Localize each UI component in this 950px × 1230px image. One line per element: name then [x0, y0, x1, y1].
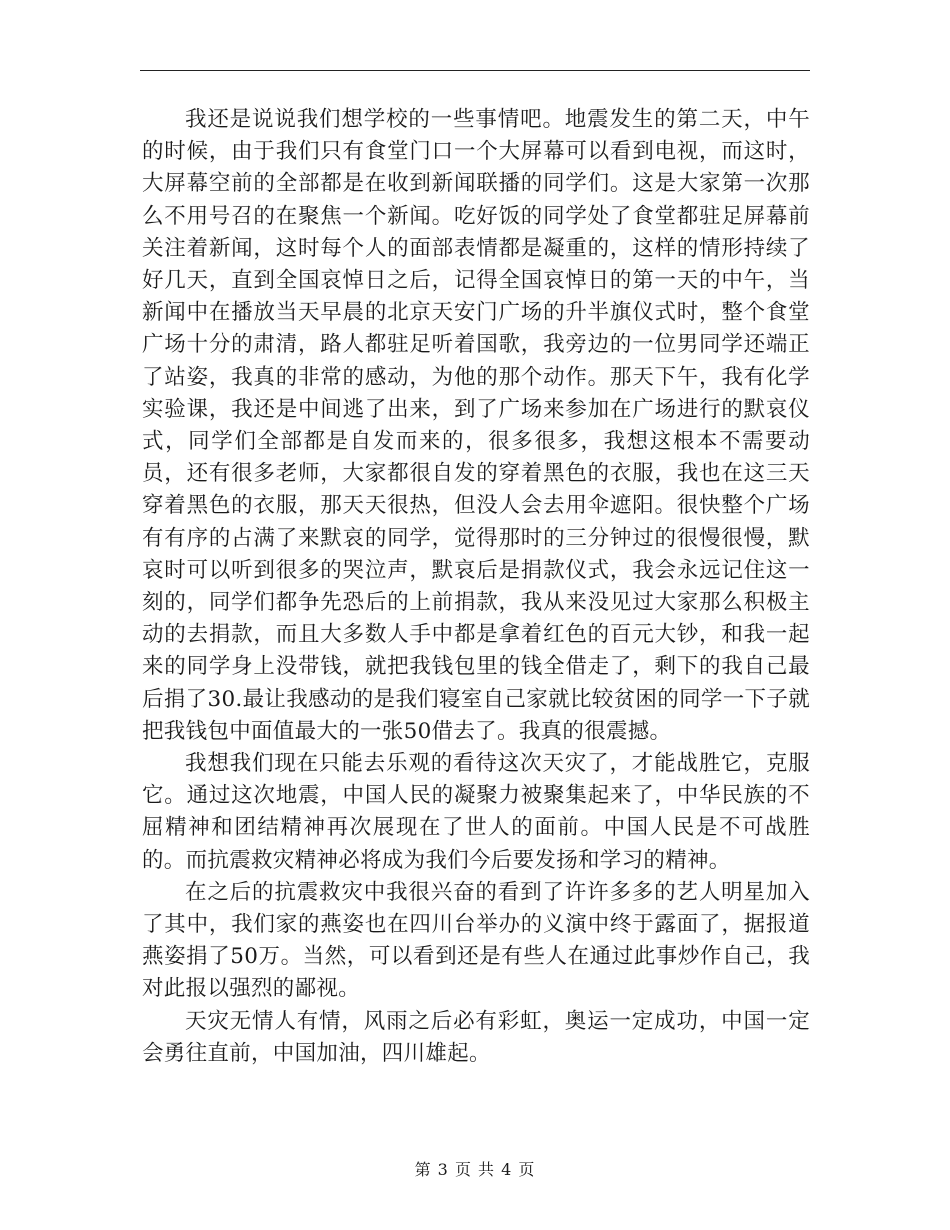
header-rule: [140, 70, 810, 71]
page-footer: [0, 1157, 950, 1180]
footer-prefix: 第: [414, 1160, 432, 1179]
paragraph-1: 我还是说说我们想学校的一些事情吧。地震发生的第二天，中午的时候，由于我们只有食堂门口一个大屏幕可以看到电视，而这时，大屏幕空前的全部都是在收到新闻联播的同学们。这是大家第一次那么不用号召的在聚焦一个新闻。吃好饭的同学处了食堂都驻足屏幕前关注着新闻，这时每个人的面部表情都是凝重的，这样的情形持续了好几天，直到全国哀悼日之后，记得全国哀悼日的第一天的中午，当新闻中在播放当天早晨的北京天安门广场的升半旗仪式时，整个食堂广场十分的肃清，路人都驻足听着国歌，我旁边的一位男同学还端正了站姿，我真的非常的感动，为他的那个动作。那天下午，我有化学实验课，我还是中间逃了出来，到了广场来参加在广场进行的默哀仪式，同学们全部都是自发而来的，很多很多，我想这根本不需要动员，还有很多老师，大家都很自发的穿着黑色的衣服，我也在这三天穿着黑色的衣服，那天天很热，但没人会去用伞遮阳。很快整个广场有有序的占满了来默哀的同学，觉得那时的三分钟过的很慢很慢，默哀时可以听到很多的哭泣声，默哀后是捐款仪式，我会永远记住这一刻的，同学们都争先恐后的上前捐款，我从来没见过大家那么积极主动的去捐款，而且大多数人手中都是拿着红色的百元大钞，和我一起来的同学身上没带钱，就把我钱包里的钱全借走了，剩下的我自己最后捐了30.最让我感动的是我们寝室自己家就比较贫困的同学一下子就把我钱包中面值最大的一张50借去了。我真的很震撼。: [142, 107, 810, 744]
paragraph-2: 我想我们现在只能去乐观的看待这次天灾了，才能战胜它，克服它。通过这次地震，中国人民的凝聚力被聚集起来了，中华民族的不屈精神和团结精神再次展现在了世人的面前。中国人民是不可战胜的。而抗震救灾精神必将成为我们今后要发扬和学习的精神。: [142, 751, 810, 873]
paragraph-4: 天灾无情人有情，风雨之后必有彩虹，奥运一定成功，中国一定会勇往直前，中国加油，四川雄起。: [142, 1008, 810, 1066]
total-pages-number: 4: [501, 1160, 513, 1179]
footer-middle: 页 共: [454, 1160, 496, 1179]
footer-suffix: 页: [518, 1160, 536, 1179]
paragraph-3: 在之后的抗震救灾中我很兴奋的看到了许许多多的艺人明星加入了其中，我们家的燕姿也在四川台举办的义演中终于露面了，据报道燕姿捐了50万。当然，可以看到还是有些人在通过此事炒作自己，我对此报以强烈的鄙视。: [142, 879, 810, 1002]
current-page-number: 3: [437, 1160, 449, 1179]
document-body: [142, 104, 810, 1070]
